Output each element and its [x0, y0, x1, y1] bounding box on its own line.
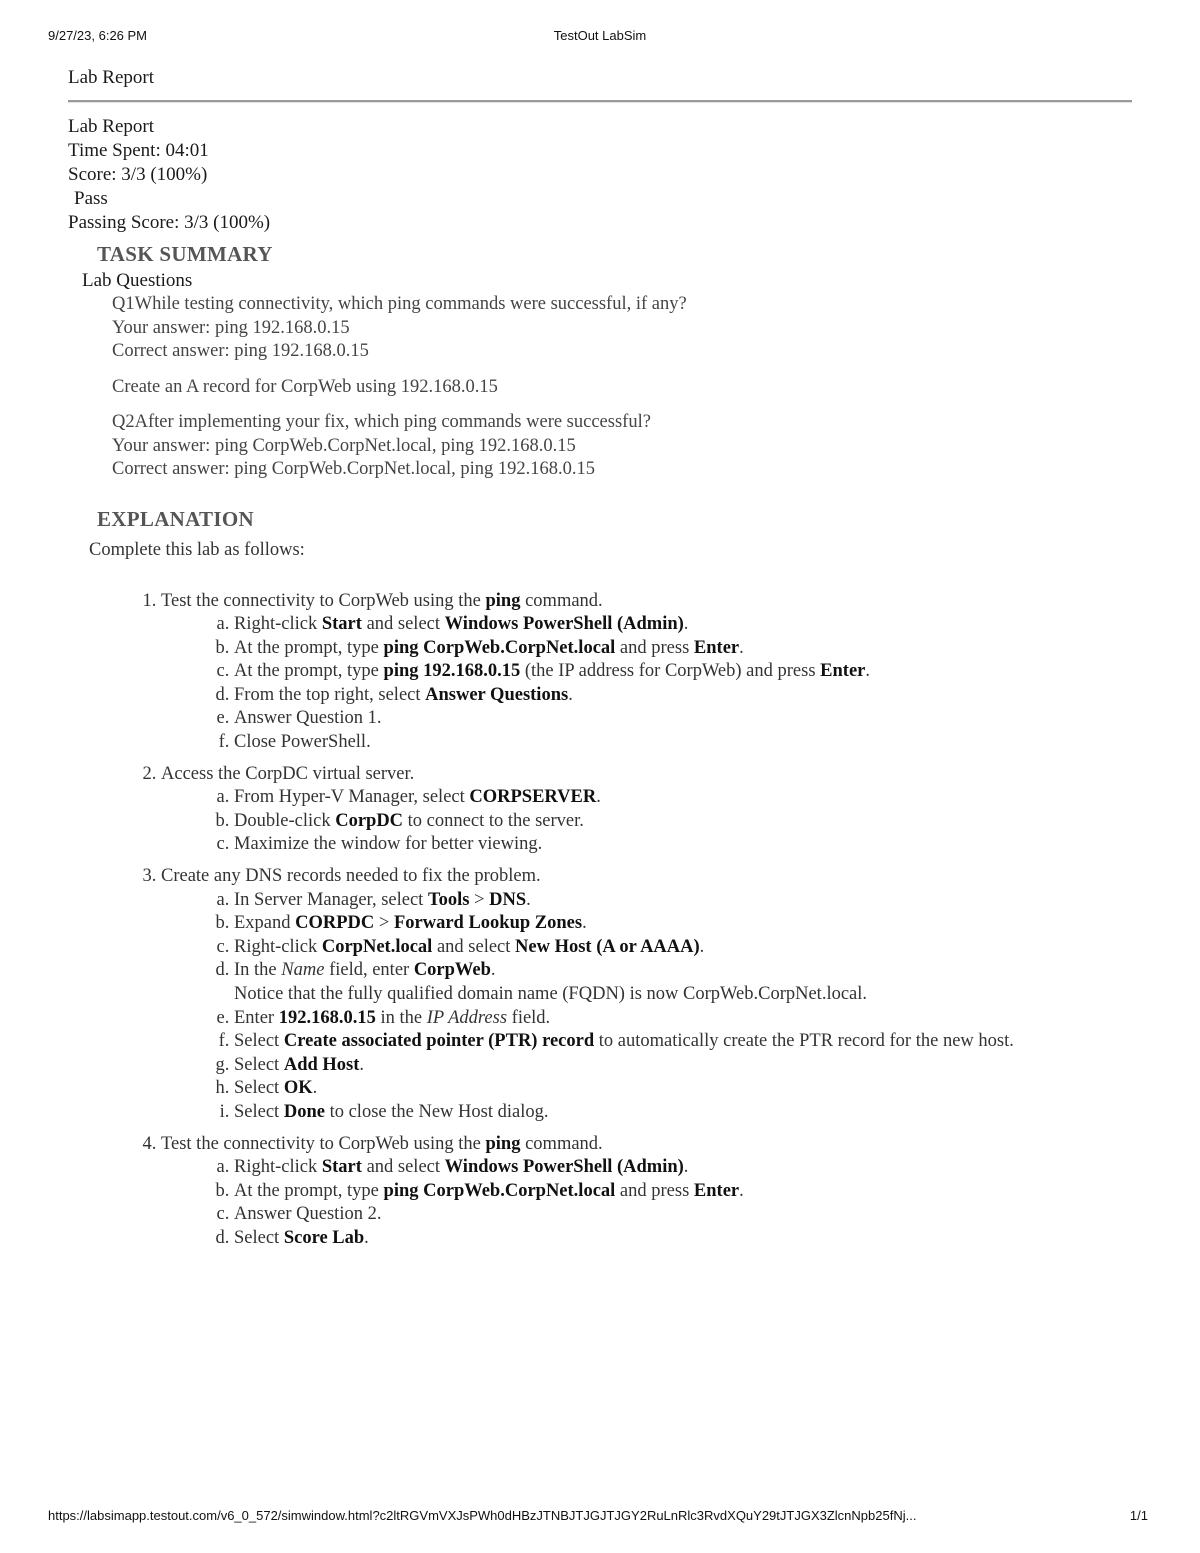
ui-term: Forward Lookup Zones — [393, 913, 583, 934]
substep-text: Select — [234, 1101, 284, 1122]
substep-text: Select — [234, 1078, 284, 1099]
ui-term: DNS — [489, 889, 527, 910]
substep-text: to connect to the server. — [403, 810, 584, 831]
field-name: IP Address — [426, 1007, 508, 1028]
task-summary-heading: TASK SUMMARY — [97, 242, 273, 266]
substep-text: At the prompt, type — [234, 661, 384, 682]
substep-text: Select — [234, 1054, 284, 1075]
step-text: Access the CorpDC virtual server. — [161, 763, 415, 784]
substep — [234, 1101, 1138, 1125]
substep — [234, 684, 1138, 708]
substep-text: . — [490, 960, 496, 981]
print-page-title: TestOut LabSim — [553, 28, 647, 43]
ui-term: ping CorpWeb.CorpNet.local — [383, 637, 616, 658]
lab-questions-label: Lab Questions — [82, 270, 193, 291]
ui-term: Start — [321, 614, 362, 635]
result-status: Pass — [74, 188, 108, 209]
substep-text: . — [359, 1054, 365, 1075]
substep-text: In the — [234, 960, 282, 981]
substep — [234, 637, 1138, 661]
substep — [234, 613, 1138, 637]
correct-answer: Correct answer: ping 192.168.0.15 — [112, 341, 369, 361]
substep: c. Maximize the window for better viewing. — [234, 833, 1138, 857]
substep — [234, 912, 1138, 936]
substep-text: . — [739, 637, 744, 658]
substep — [234, 1054, 1138, 1078]
ui-term: Enter — [693, 637, 740, 658]
step-2 — [161, 763, 1138, 857]
substep-text: . — [739, 1180, 744, 1201]
ui-term: Add Host — [283, 1054, 360, 1075]
substep-text: Right-click — [234, 1157, 322, 1178]
substep — [234, 810, 1138, 834]
ui-term: OK — [283, 1078, 313, 1099]
question-list — [112, 293, 1138, 482]
step-1-substeps — [161, 613, 1138, 755]
explanation-heading: EXPLANATION — [97, 506, 254, 531]
substep-text: . — [865, 661, 871, 682]
substep-text: . — [699, 936, 705, 957]
substep-text: field. — [507, 1007, 551, 1028]
substep — [234, 660, 1138, 684]
question-2 — [112, 411, 1138, 482]
substep-text: In Server Manager, select — [234, 889, 428, 910]
substep: e. Answer Question 1. — [234, 707, 1138, 731]
ui-term: Windows PowerShell (Admin) — [444, 614, 684, 635]
substep: c. Answer Question 2. — [234, 1203, 1138, 1227]
substep-text: At the prompt, type — [234, 637, 384, 658]
ui-term: Windows PowerShell (Admin) — [444, 1157, 684, 1178]
divider — [68, 100, 1132, 103]
step-text: command. — [520, 590, 603, 611]
step-text: command. — [520, 1133, 603, 1154]
substep-text: Right-click — [234, 936, 322, 957]
substep-text: in the — [375, 1007, 427, 1028]
correct-answer: Correct answer: ping CorpWeb.CorpNet.local, ping 192.168.0.15 — [112, 459, 596, 479]
print-url: https://labsimapp.testout.com/v6_0_572/simwindow.html?c2ltRGVmVXJsPWh0dHBzJTNBJTJGJTJGY2RuLnRlc3RvdXQuY29tJTJGX3ZlcnNpb25fNj... — [48, 1508, 917, 1523]
step-2-substeps — [161, 786, 1138, 857]
substep — [234, 936, 1138, 960]
ui-term: Score Lab — [283, 1227, 365, 1248]
question-1 — [112, 293, 1138, 364]
ui-term: Done — [283, 1101, 325, 1122]
substep — [234, 1030, 1138, 1054]
substep-text: > — [469, 889, 490, 910]
substep — [234, 1180, 1138, 1204]
substep-text: . — [683, 1157, 689, 1178]
substep — [234, 1007, 1138, 1031]
ui-term: Create associated pointer (PTR) record — [283, 1031, 595, 1052]
substep-text: field, enter — [324, 960, 414, 981]
print-footer — [0, 1508, 1200, 1528]
step-1 — [161, 590, 1138, 755]
step-4 — [161, 1133, 1138, 1251]
passing-score: Passing Score: 3/3 (100%) — [68, 212, 271, 233]
substep-text: Enter — [234, 1007, 279, 1028]
substep-text: . — [582, 913, 587, 934]
explanation-intro: Complete this lab as follows: — [89, 539, 305, 560]
substep-text: to automatically create the PTR record for the new host. — [594, 1031, 1014, 1052]
substep — [234, 959, 1138, 1006]
substep-text: . — [596, 787, 601, 808]
ui-term: New Host (A or AAAA) — [515, 936, 700, 957]
substep-text: . — [568, 684, 573, 705]
ui-term: CorpWeb — [413, 960, 491, 981]
substep-text: and select — [361, 1157, 445, 1178]
your-answer: Your answer: ping CorpWeb.CorpNet.local, ping 192.168.0.15 — [112, 435, 576, 456]
your-answer: Your answer: ping 192.168.0.15 — [112, 317, 350, 338]
ui-term: ping 192.168.0.15 — [383, 661, 521, 682]
substep-text: and press — [615, 637, 694, 658]
ui-term: CORPSERVER — [469, 787, 597, 808]
step-4-substeps — [161, 1156, 1138, 1250]
step-text: Test the connectivity to CorpWeb using the — [161, 590, 486, 611]
task-item — [112, 376, 1138, 400]
report-title: Lab Report — [68, 116, 155, 137]
substep-text: Select — [234, 1227, 284, 1248]
score: Score: 3/3 (100%) — [68, 164, 208, 185]
substep-text: > — [374, 913, 394, 934]
ui-term: CorpNet.local — [321, 936, 433, 957]
step-text: Create any DNS records needed to fix the problem. — [161, 866, 541, 887]
page-number: 1/1 — [1129, 1508, 1148, 1523]
substep-text: to close the New Host dialog. — [324, 1101, 549, 1122]
substep — [234, 889, 1138, 913]
page-title: Lab Report — [68, 67, 155, 88]
substep-text: . — [364, 1227, 369, 1248]
command-name: ping — [485, 590, 521, 611]
substep-text: . — [526, 889, 531, 910]
ui-term: Start — [321, 1157, 362, 1178]
command-name: ping — [485, 1133, 521, 1154]
score-summary — [68, 115, 1138, 235]
instruction-steps — [68, 590, 1138, 1251]
task-text: Create an A record for CorpWeb using 192.168.0.15 — [112, 376, 498, 397]
substep-text: At the prompt, type — [234, 1180, 384, 1201]
substep-text: and select — [432, 936, 516, 957]
substep-text: Right-click — [234, 614, 322, 635]
substep: f. Close PowerShell. — [234, 731, 1138, 755]
substep-text: and press — [615, 1180, 694, 1201]
step-text: Test the connectivity to CorpWeb using the — [161, 1133, 486, 1154]
substep-text: . — [312, 1078, 318, 1099]
substep-text: Double-click — [234, 810, 336, 831]
step-3-substeps — [161, 889, 1138, 1125]
substep-text: and select — [361, 614, 445, 635]
time-spent: Time Spent: 04:01 — [68, 140, 209, 161]
substep-text: Select — [234, 1031, 284, 1052]
substep-text: From the top right, select — [234, 684, 426, 705]
ui-term: CorpDC — [335, 810, 404, 831]
field-name: Name — [281, 960, 325, 981]
ui-term: Enter — [820, 661, 866, 682]
ui-term: CORPDC — [295, 913, 375, 934]
ui-term: Enter — [693, 1180, 740, 1201]
question-text: Q2After implementing your fix, which ping commands were successful? — [112, 412, 651, 432]
print-datetime: 9/27/23, 6:26 PM — [48, 28, 148, 43]
substep-text: Expand — [234, 913, 296, 934]
substep-text: . — [683, 614, 689, 635]
ui-term: Tools — [427, 889, 470, 910]
substep — [234, 1077, 1138, 1101]
ui-term: 192.168.0.15 — [278, 1007, 376, 1028]
substep-note: Notice that the fully qualified domain name (FQDN) is now CorpWeb.CorpNet.local. — [234, 984, 868, 1004]
lab-report-content — [68, 66, 1138, 1259]
ui-term: Answer Questions — [425, 684, 569, 705]
substep-text: From Hyper-V Manager, select — [234, 787, 470, 808]
substep — [234, 1156, 1138, 1180]
substep — [234, 1227, 1138, 1251]
print-header — [0, 28, 1200, 48]
ui-term: ping CorpWeb.CorpNet.local — [383, 1180, 616, 1201]
question-text: Q1While testing connectivity, which ping commands were successful, if any? — [112, 294, 687, 314]
substep-text: (the IP address for CorpWeb) and press — [520, 661, 821, 682]
step-3 — [161, 865, 1138, 1125]
substep — [234, 786, 1138, 810]
